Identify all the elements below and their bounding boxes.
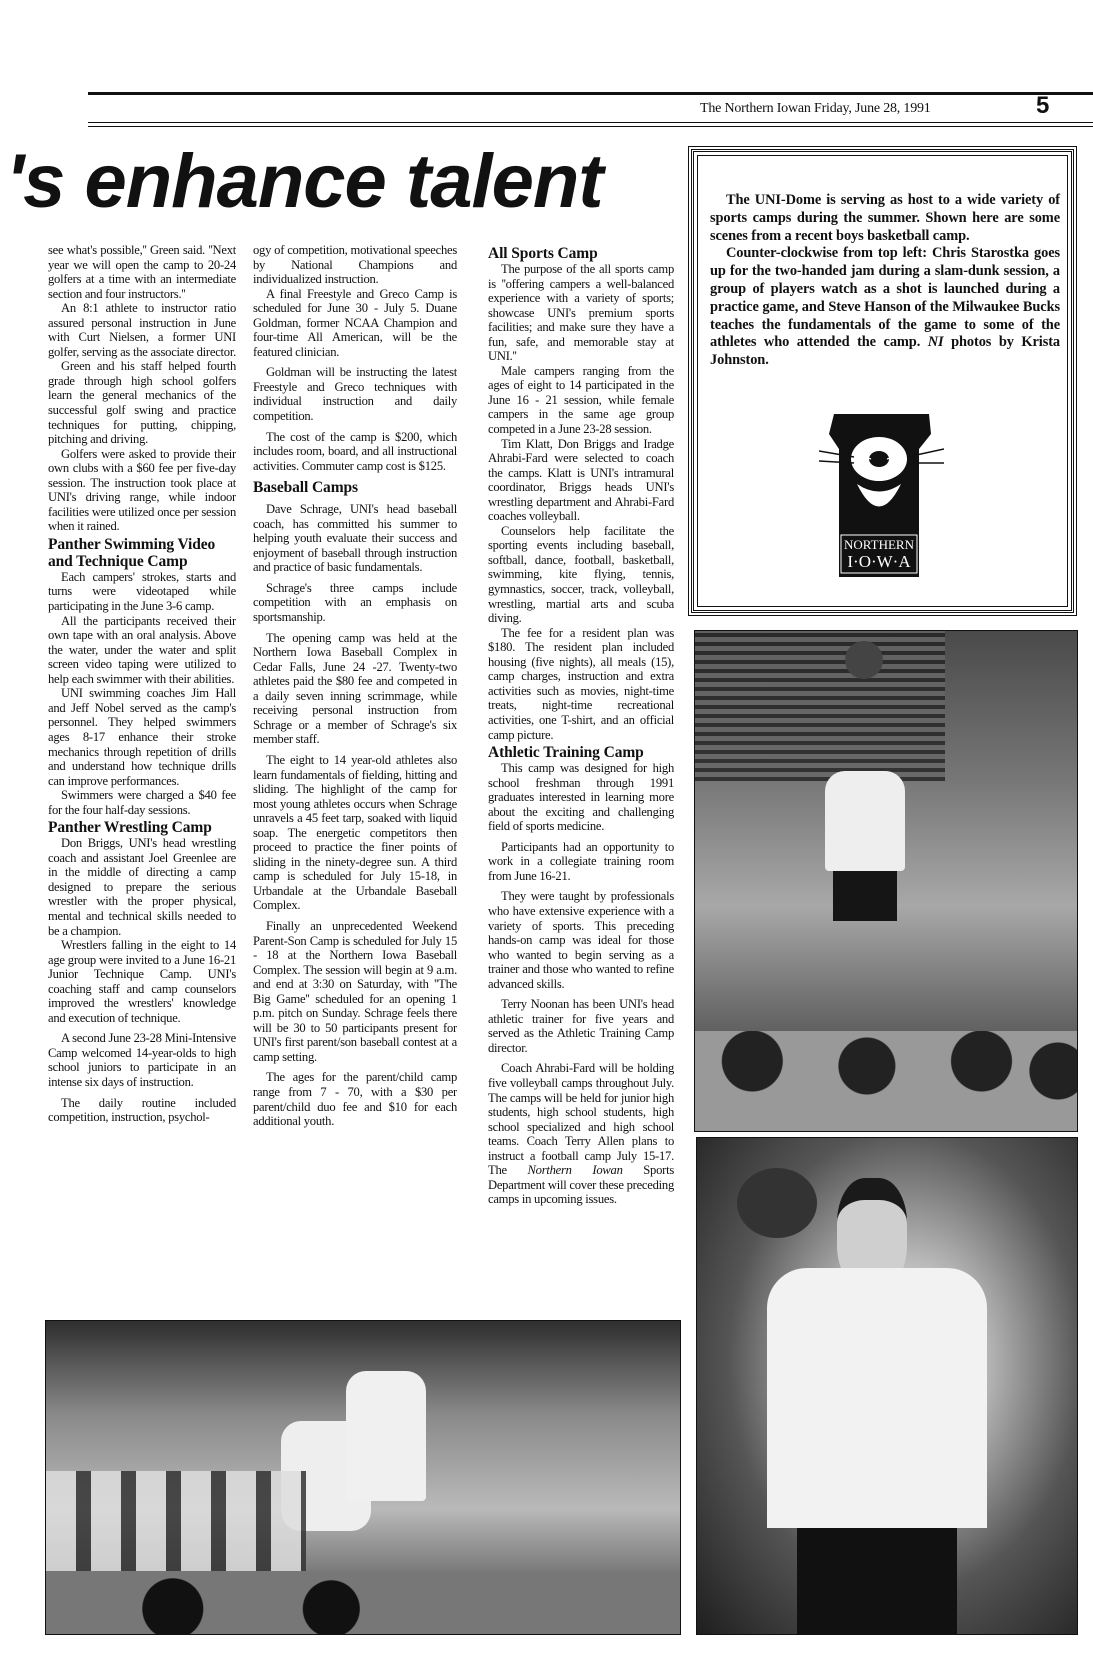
paragraph: Green and his staff helped fourth grade through high school golfers learn the general mechanics of the successful golf swing and practice techniques for putting, chipping, pitching and driving. [48,359,236,447]
subheading-swimming: Panther Swimming Video and Technique Camp [48,535,216,570]
article-column-1 [48,243,236,1303]
caption-paragraph: The UNI-Dome is serving as host to a wide variety of sports camps during the summer. Shown here are some scenes from a recent boys basketball camp. [710,192,1060,244]
crowd-heads [695,1031,1077,1131]
coach-standing [346,1371,426,1501]
header-bottom-rule [88,122,1093,123]
text: photos by Krista Johnston. [710,334,1060,369]
paragraph: Swimmers were charged a $40 fee for the four half-day sessions. [48,788,236,817]
paragraph: This camp was designed for high school freshman through 1991 graduates interested in learning more about the exciting and challenging field of sports medicine. [488,761,674,834]
bleachers [695,631,945,781]
paragraph: The eight to 14 year-old athletes also learn fundamentals of fielding, hitting and sliding. The highlight of the camp for most young athletes occurs when Schrage unravels a 45 feet tarp, soaked with liquid soap. The energetic competitors then proceed to practice the finer points of sliding in the ninety-degree sun. A third camp is scheduled for July 15-18, in Urbandale at the Urbandale Baseball Complex. [253,752,457,913]
subheading-athletic-training: Athletic Training Camp [488,744,644,762]
spinning-basketball [737,1168,817,1238]
paragraph: Don Briggs, UNI's head wrestling coach and assistant Joel Greenlee are in the middle of directing a camp designed to prepare the serious wrestler with the proper physical, mental and technical skills needed to be a champion. [48,836,236,938]
paragraph: They were taught by professionals who have extensive experience with a variety of sports. This preceding hands-on camp was ideal for those who wanted to begin serving as a trainer and those who wanted to refine advanced skills. [488,889,674,991]
paragraph: UNI swimming coaches Jim Hall and Jeff Nobel served as the camp's personnel. They helped swimmers ages 8-17 enhance their stroke mechanics through repetition of drills and understand how technique drills can improve performances. [48,686,236,788]
ni-abbrev: NI [927,334,944,351]
paragraph: Counselors help facilitate the sporting events including baseball, softball, dance, football, basketball, swimming, kite flying, tennis, gymnastics, soccer, track, volleyball, wrestling, martial arts and scuba diving. [488,523,674,626]
paragraph: Dave Schrage, UNI's head baseball coach, has committed his summer to helping youth evaluate their success and enjoyment of baseball through instruction and practice of basic fundamentals. [253,502,457,575]
paragraph: Participants had an opportunity to work in a collegiate training room from June 16-21. [488,839,674,883]
subheading-wrestling: Panther Wrestling Camp [48,819,212,837]
paragraph: The cost of the camp is $200, which includes room, board, and all instructional activities. Commuter camp cost is $125. [253,429,457,473]
foreground-heads [46,1571,680,1634]
caption-paragraph [710,245,1060,370]
photo-caption [710,192,1060,370]
publication-name: Northern Iowan [527,1163,623,1178]
header-bottom-rule-2 [88,126,1093,127]
article-column-3 [488,243,674,1303]
player-shorts [797,1528,957,1634]
paragraph: Each campers' strokes, starts and turns were videotaped while participating in the June 3-6 camp. [48,569,236,614]
paragraph: Golfers were asked to provide their own clubs with a $60 fee per five-day session. The instruction took place at UNI's driving range, while indoor facilities were utilized once per session when it rained. [48,446,236,534]
paragraph: ogy of competition, motivational speeches by National Champions and individualized instruction. [253,243,457,287]
paragraph: Wrestlers falling in the eight to 14 age group were invited to a June 16-21 Junior Technique Camp. UNI's coaching staff and camp counselors improved the wrestlers' knowledge and execution of technique. [48,938,236,1025]
paragraph: A second June 23-28 Mini-Intensive Camp welcomed 14-year-olds to high school juniors to participate in an intense six days of instruction. [48,1031,236,1089]
logo-text-iowa: I·O·W·A [847,552,911,571]
headline: 's enhance talent [6,139,603,224]
subheading-all-sports: All Sports Camp [488,245,598,262]
paragraph: see what's possible,'' Green said. ''Next year we will open the camp to 20-24 golfers at a time with an intermediate section and four instructors.'' [48,243,236,301]
paragraph: The opening camp was held at the Northern Iowa Baseball Complex in Cedar Falls, June 24 -27. Twenty-two athletes paid the $80 fee and competed in a daily seven inning scrimmage, while receiving personal instruction from Schrage or a member of Schrage's six member staff. [253,630,457,747]
paragraph: Tim Klatt, Don Briggs and Iradge Ahrabi-Fard were selected to coach the camps. Klatt is UNI's intramural coordinator, Briggs heads UNI's wrestling department and Ahrabi-Fard coaches volleyball. [488,436,674,524]
text: Sports Department will cover these preceding camps in upcoming issues. [488,1163,674,1207]
photo-practice-game [45,1320,681,1635]
paragraph: The ages for the parent/child camp range from 7 - 70, with a $30 per parent/child duo fee and $10 for each additional youth. [253,1070,457,1129]
paragraph: Male campers ranging from the ages of eight to 14 participated in the June 16 - 21 session, while female campers in the same age group competed in a June 23-28 session. [488,363,674,437]
paragraph: Schrage's three camps include competition with an emphasis on sportsmanship. [253,580,457,625]
photo-slam-dunk-session [694,630,1078,1132]
basketball [845,641,883,679]
photo-caption-box [691,149,1074,613]
paragraph: Finally an unprecedented Weekend Parent-Son Camp is scheduled for July 15 - 18 at the Northern Iowa Baseball Complex. The session will begin at 9 a.m. and end at 3:30 on Saturday, with ''The Big Game'' scheduled for an opening 1 p.m. pitch on Sunday. Schrage feels there will be 30 to 50 participants present for UNI's first parent/son baseball contest at a camp setting. [253,918,457,1064]
paragraph: The fee for a resident plan was $180. The resident plan included housing (five nights), all meals (15), camp charges, instruction and extra activities such as movies, night-time treats, night-time recreational activities, one T-shirt, and an official camp picture. [488,625,674,742]
publication-date-line: The Northern Iowan Friday, June 28, 1991 [700,101,931,116]
paragraph: An 8:1 athlete to instructor ratio assured personal instruction in June with Curt Nielsen, a former UNI golfer, serving as the associate director. [48,301,236,359]
player-tshirt [767,1268,987,1528]
photo-steve-hanson-teaching [696,1137,1078,1635]
top-rule [88,92,1093,95]
logo-text-northern: NORTHERN [844,537,914,552]
subheading-baseball: Baseball Camps [253,479,358,497]
paragraph: Goldman will be instructing the latest Freestyle and Greco techniques with individual instruction and daily competition. [253,365,457,424]
text: Coach Ahrabi-Fard will be holding five volleyball camps throughout July. The camps will be held for junior high students, high school students, high school specialized and high school teams. Coach Terry Allen plans to instruct a football camp July 15-17. The [488,1061,674,1178]
paragraph: Terry Noonan has been UNI's head athletic trainer for five years and served as the Athletic Training Camp director. [488,997,674,1055]
seated-players [46,1471,306,1571]
northern-iowa-panther-logo [819,409,944,579]
paragraph [488,1061,674,1206]
paragraph: A final Freestyle and Greco Camp is scheduled for June 30 - July 5. Duane Goldman, former NCAA Champion and four-time All American, will be the featured clinician. [253,286,457,359]
paragraph: The daily routine included competition, instruction, psychol- [48,1095,236,1125]
player-shirt [825,771,905,871]
player-shorts [833,871,897,921]
article-column-2 [253,243,457,1303]
paragraph: The purpose of the all sports camp is ''offering campers a well-balanced experience with a variety of sports; showcase UNI's premium sports facilities; and make sure they have a fun, safe, and memorable stay at UNI.'' [488,262,674,364]
paragraph: All the participants received their own tape with an oral analysis. Above the water, under the water and split screen video taping were utilized to help each swimmer with their abilities. [48,613,236,686]
page-number: 5 [1036,92,1050,119]
text: Counter-clockwise from top left: Chris Starostka goes up for the two-handed jam during a slam-dunk session, a group of players watch as a shot is launched during a practice game, and Steve Hanson of the Milwaukee Bucks teaches the fundamentals of the game to some of the athletes who attended the camp. [710,245,1060,351]
